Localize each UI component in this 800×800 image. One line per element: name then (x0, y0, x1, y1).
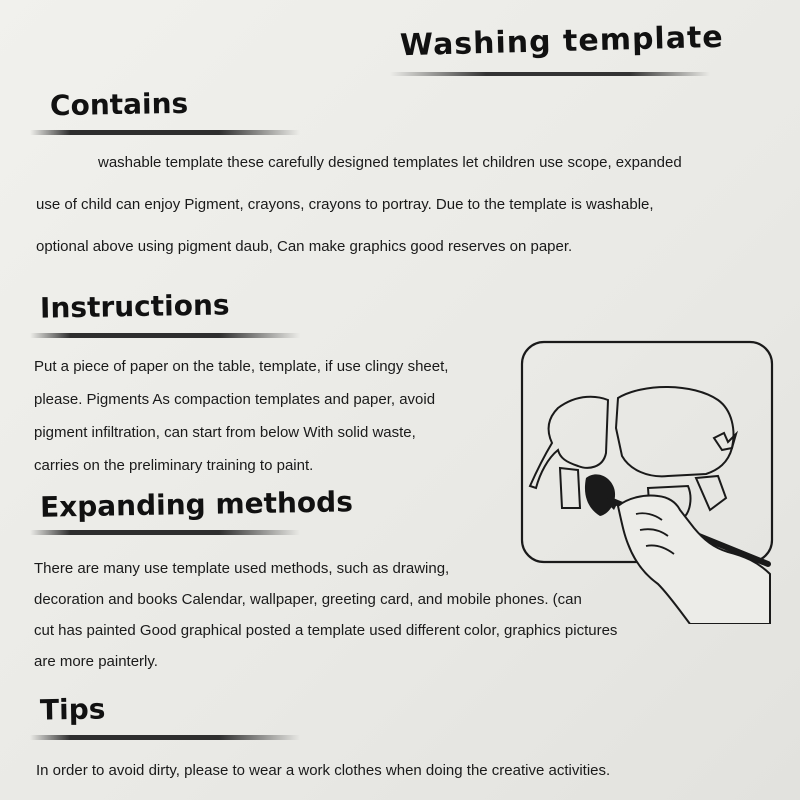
tips-paragraph (36, 762, 610, 779)
title-underline (390, 72, 710, 76)
contains-line: optional above using pigment daub, Can make graphics good reserves on paper. (36, 238, 573, 255)
instructions-line: carries on the preliminary training to paint. (34, 457, 314, 474)
instructions-line: please. Pigments As compaction templates and paper, avoid (34, 391, 436, 408)
elephant-stencil-hand-brush-icon (518, 338, 790, 624)
instructions-line: pigment infiltration, can start from below With solid waste, (34, 424, 416, 441)
instructions-paragraph (34, 350, 448, 482)
page-title: Washing template (399, 19, 725, 64)
expanding-line: There are many use template used methods, such as drawing, (34, 560, 450, 577)
elephant-leg-shape (560, 468, 580, 508)
contains-heading: Contains (49, 86, 189, 123)
instructions-line: Put a piece of paper on the table, template, if use clingy sheet, (34, 358, 449, 375)
expanding-heading: Expanding methods (39, 485, 354, 524)
paint-blob (585, 474, 615, 516)
tips-heading: Tips (39, 692, 106, 727)
instructions-heading: Instructions (39, 288, 230, 325)
tips-underline (30, 735, 300, 740)
expanding-line: decoration and books Calendar, wallpaper, greeting card, and mobile phones. (can (34, 591, 582, 608)
tips-line: In order to avoid dirty, please to wear a work clothes when doing the creative activities. (36, 762, 611, 779)
elephant-head-shape (530, 397, 608, 488)
elephant-leg-shape (696, 476, 726, 510)
contains-underline (30, 130, 300, 135)
expanding-underline (30, 530, 300, 535)
expanding-line: are more painterly. (34, 653, 158, 670)
contains-paragraph (36, 142, 682, 268)
elephant-body-shape (616, 387, 733, 476)
hand-shape (618, 495, 770, 624)
expanding-line: cut has painted Good graphical posted a template used different color, graphics pictures (34, 622, 618, 639)
instructions-underline (30, 333, 300, 338)
contains-line: use of child can enjoy Pigment, crayons, crayons to portray. Due to the template is washable, (36, 196, 654, 213)
contains-line: washable template these carefully designed templates let children use scope, expanded (98, 154, 682, 171)
